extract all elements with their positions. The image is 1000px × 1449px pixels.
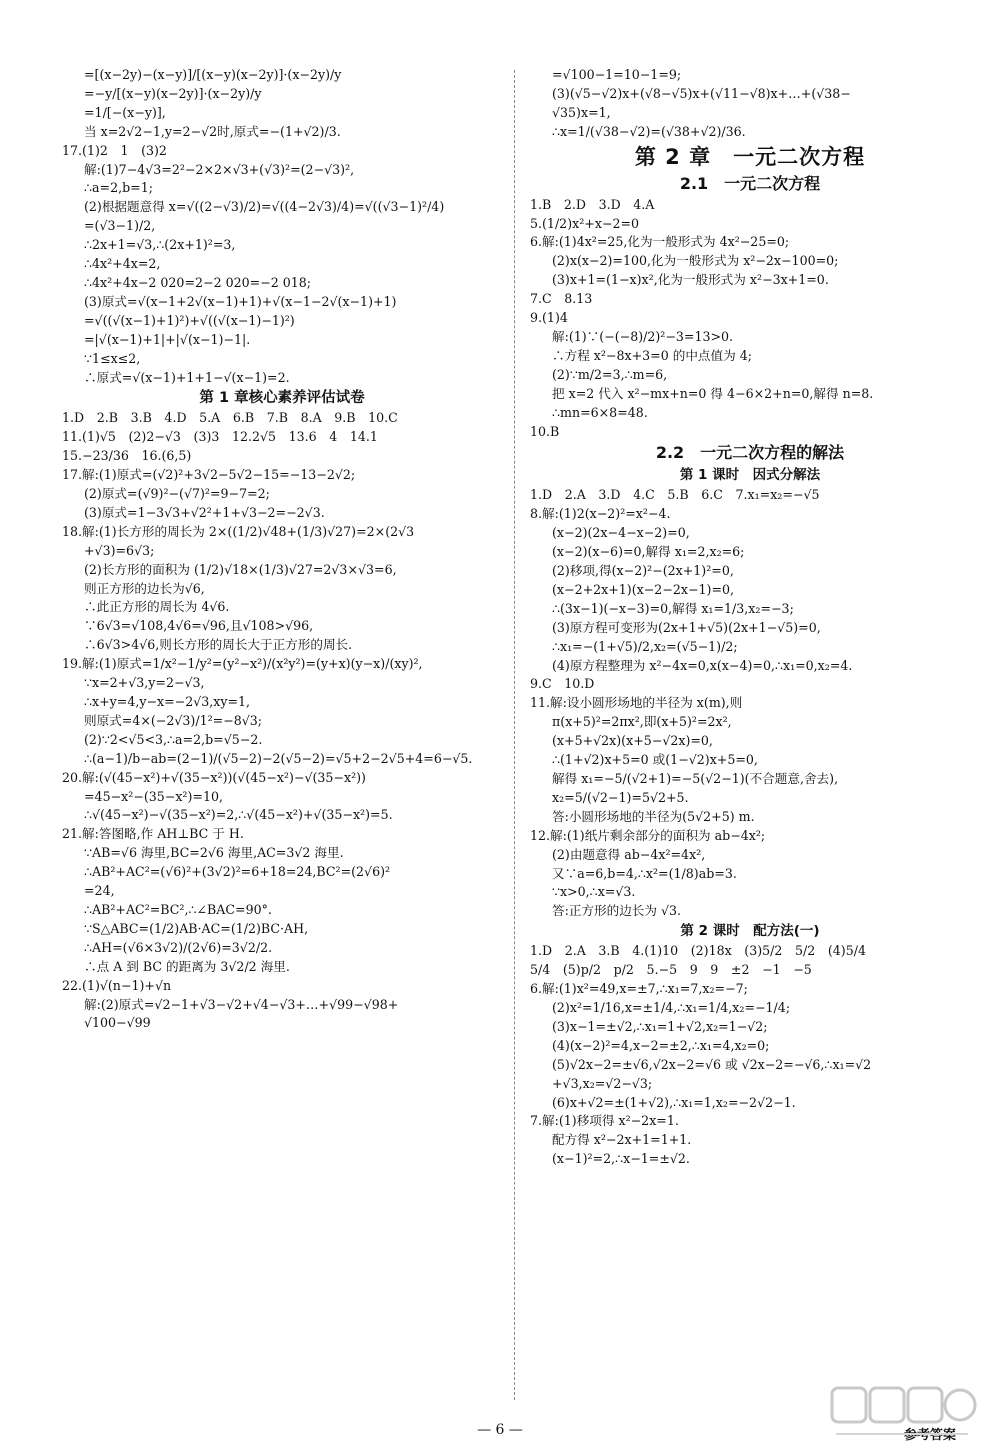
answer-line: ∴a=2,b=1; bbox=[84, 180, 153, 196]
answer-line: ∴(3x−1)(−x−3)=0,解得 x₁=1/3,x₂=−3; bbox=[552, 600, 794, 616]
answer-line: (3)原方程可变形为(2x+1+√5)(2x+1−√5)=0, bbox=[552, 619, 821, 635]
answer-line: 7.C 8.13 bbox=[530, 291, 593, 307]
section-heading: 第 1 章核心素养评估试卷 bbox=[199, 390, 365, 407]
answer-line: ∴原式=√(x−1)+1+1−√(x−1)=2. bbox=[84, 369, 290, 385]
answer-line: (2)∵m/2=3,∴m=6, bbox=[552, 366, 668, 382]
answer-line: π(x+5)²=2πx²,即(x+5)²=2x², bbox=[552, 714, 732, 730]
answer-line: 21.解:答图略,作 AH⊥BC 于 H. bbox=[62, 826, 244, 842]
answer-line: (x+5+√2x)(x+5−√2x)=0, bbox=[552, 733, 713, 749]
answer-line: =1/[−(x−y)], bbox=[84, 104, 166, 120]
answer-line: (2)∵2<√5<3,∴a=2,b=√5−2. bbox=[84, 731, 263, 747]
answer-line: ∴x=1/(√38−√2)=(√38+√2)/36. bbox=[552, 123, 746, 139]
answer-line: =(√3−1)/2, bbox=[84, 218, 156, 234]
answer-line: ∵1≤x≤2, bbox=[84, 350, 141, 366]
section-heading: 第 2 章 一元二次方程 bbox=[634, 144, 866, 169]
answer-line: =√100−1=10−1=9; bbox=[552, 67, 682, 82]
answer-line: 把 x=2 代入 x²−mx+n=0 得 4−6×2+n=0,解得 n=8. bbox=[552, 385, 874, 401]
right-column bbox=[530, 66, 970, 1169]
answer-line: 5/4 (5)p/2 p/2 5.−5 9 9 ±2 −1 −5 bbox=[530, 962, 812, 978]
answer-line: 则原式=4×(−2√3)/1²=−8√3; bbox=[84, 712, 263, 728]
watermark-logo-icon bbox=[828, 1382, 978, 1442]
answer-line: 1.D 2.B 3.B 4.D 5.A 6.B 7.B 8.A 9.B 10.C bbox=[62, 410, 398, 426]
answer-line: (2)由题意得 ab−4x²=4x², bbox=[552, 846, 706, 862]
answer-line: 19.解:(1)原式=1/x²−1/y²=(y²−x²)/(x²y²)=(y+x)(y−x)/(xy)², bbox=[62, 656, 423, 672]
answer-line: 答:正方形的边长为 √3. bbox=[552, 903, 682, 919]
answer-line: 1.B 2.D 3.D 4.A bbox=[530, 196, 655, 212]
answer-line: √100−√99 bbox=[84, 1015, 151, 1031]
answer-line: 11.解:设小圆形场地的半径为 x(m),则 bbox=[530, 695, 743, 711]
answer-line: 解:(2)原式=√2−1+√3−√2+√4−√3+…+√99−√98+ bbox=[84, 996, 399, 1012]
answer-line: 7.解:(1)移项得 x²−2x=1. bbox=[530, 1113, 679, 1129]
answer-line: (2)原式=(√9)²−(√7)²=9−7=2; bbox=[84, 486, 270, 502]
answer-line: 9.C 10.D bbox=[530, 676, 595, 692]
answer-line: 1.D 2.A 3.B 4.(1)10 (2)18x (3)5/2 5/2 (4)5/4 bbox=[530, 943, 866, 959]
answer-line: +√3)=6√3; bbox=[84, 542, 155, 558]
answer-line: (6)x+√2=±(1+√2),∴x₁=1,x₂=−2√2−1. bbox=[552, 1094, 796, 1110]
answer-line: ∴(a−1)/b−ab=(2−1)/(√5−2)−2(√5−2)=√5+2−2√5+4=6−√5. bbox=[84, 750, 473, 766]
section-heading: 2.1 一元二次方程 bbox=[679, 173, 821, 193]
answer-line: =[(x−2y)−(x−y)]/[(x−y)(x−2y)]·(x−2y)/y bbox=[84, 67, 342, 82]
left-column bbox=[62, 66, 502, 1033]
answer-line: =24, bbox=[84, 883, 115, 899]
answer-line: 解得 x₁=−5/(√2+1)=−5(√2−1)(不合题意,舍去), bbox=[552, 771, 839, 786]
answer-line: (2)x(x−2)=100,化为一般形式为 x²−2x−100=0; bbox=[552, 253, 839, 269]
answer-line: (2)根据题意得 x=√((2−√3)/2)=√((4−2√3)/4)=√((√3−1)²/4) bbox=[84, 199, 445, 215]
answer-line: =√((√(x−1)+1)²)+√((√(x−1)−1)²) bbox=[84, 312, 295, 328]
section-heading: 2.2 一元二次方程的解法 bbox=[655, 443, 845, 463]
answer-line: 15.−23/36 16.(6,5) bbox=[62, 448, 192, 464]
answer-line: (x−2+2x+1)(x−2−2x−1)=0, bbox=[552, 581, 735, 597]
answer-line: 12.解:(1)纸片剩余部分的面积为 ab−4x²; bbox=[530, 827, 766, 843]
answer-line: =−y/[(x−y)(x−2y)]·(x−2y)/y bbox=[84, 85, 262, 101]
answer-line: 6.解:(1)4x²=25,化为一般形式为 4x²−25=0; bbox=[530, 234, 790, 250]
answer-line: ∴4x²+4x−2 020=2−2 020=−2 018; bbox=[84, 274, 312, 290]
answer-line: ∴√(45−x²)−√(35−x²)=2,∴√(45−x²)+√(35−x²)=5. bbox=[84, 807, 393, 823]
answer-line: ∴AB²+AC²=BC²,∴∠BAC=90°. bbox=[84, 901, 272, 917]
answer-line: ∴x₁=−(1+√5)/2,x₂=(√5−1)/2; bbox=[552, 638, 738, 654]
answer-line: (x−2)(x−6)=0,解得 x₁=2,x₂=6; bbox=[552, 544, 745, 560]
answer-line: (x−2)(2x−4−x−2)=0, bbox=[552, 525, 690, 541]
answer-line: (3)(√5−√2)x+(√8−√5)x+(√11−√8)x+…+(√38− bbox=[552, 85, 851, 101]
answer-line: 11.(1)√5 (2)2−√3 (3)3 12.2√5 13.6 4 14.1 bbox=[62, 429, 378, 445]
answer-line: ∴方程 x²−8x+3=0 的中点值为 4; bbox=[552, 347, 752, 363]
answer-line: 9.(1)4 bbox=[530, 310, 568, 326]
answer-line: √35)x=1, bbox=[552, 104, 611, 120]
answer-line: 又∵a=6,b=4,∴x²=(1/8)ab=3. bbox=[552, 865, 737, 881]
answer-line: ∴(1+√2)x+5=0 或(1−√2)x+5=0, bbox=[552, 752, 758, 768]
answer-line: ∴2x+1=√3,∴(2x+1)²=3, bbox=[84, 237, 236, 253]
answer-line: (3)原式=√(x−1+2√(x−1)+1)+√(x−1−2√(x−1)+1) bbox=[84, 293, 397, 309]
answer-line: (4)原方程整理为 x²−4x=0,x(x−4)=0,∴x₁=0,x₂=4. bbox=[552, 657, 853, 673]
answer-line: 1.D 2.A 3.D 4.C 5.B 6.C 7.x₁=x₂=−√5 bbox=[530, 487, 820, 503]
answer-line: 18.解:(1)长方形的周长为 2×((1/2)√48+(1/3)√27)=2×(2√3 bbox=[62, 523, 415, 539]
answer-line: 当 x=2√2−1,y=2−√2时,原式=−(1+√2)/3. bbox=[84, 123, 341, 139]
answer-line: (2)移项,得(x−2)²−(2x+1)²=0, bbox=[552, 563, 734, 579]
answer-line: 答:小圆形场地的半径为(5√2+5) m. bbox=[552, 808, 755, 824]
page-number: — 6 — bbox=[477, 1422, 523, 1438]
answer-line: 6.解:(1)x²=49,x=±7,∴x₁=7,x₂=−7; bbox=[530, 981, 748, 997]
answer-line: ∵6√3=√108,4√6=√96,且√108>√96, bbox=[84, 618, 314, 634]
answer-line: 20.解:(√(45−x²)+√(35−x²))(√(45−x²)−√(35−x²)) bbox=[62, 769, 366, 785]
answer-line: =|√(x−1)+1|+|√(x−1)−1|. bbox=[84, 331, 251, 347]
answer-line: 10.B bbox=[530, 423, 560, 439]
answer-line: 配方得 x²−2x+1=1+1. bbox=[552, 1132, 692, 1148]
answer-line: (2)x²=1/16,x=±1/4,∴x₁=1/4,x₂=−1/4; bbox=[552, 999, 791, 1015]
answer-line: 解:(1)7−4√3=2²−2×2×√3+(√3)²=(2−√3)², bbox=[84, 161, 355, 177]
answer-line: ∴AH=(√6×3√2)/(2√6)=3√2/2. bbox=[84, 939, 273, 955]
answer-line: ∵x>0,∴x=√3. bbox=[552, 884, 636, 900]
column-divider bbox=[514, 70, 515, 1400]
answer-line: 8.解:(1)2(x−2)²=x²−4. bbox=[530, 506, 671, 522]
answer-line: ∵S△ABC=(1/2)AB·AC=(1/2)BC·AH, bbox=[84, 920, 309, 936]
answer-line: ∵x=2+√3,y=2−√3, bbox=[84, 675, 205, 691]
answer-line: 则正方形的边长为√6, bbox=[84, 580, 205, 596]
section-heading: 第 1 课时 因式分解法 bbox=[679, 467, 821, 484]
answer-line: ∴x+y=4,y−x=−2√3,xy=1, bbox=[84, 694, 251, 709]
answer-line: 17.(1)2 1 (3)2 bbox=[62, 142, 167, 158]
answer-line: ∴AB²+AC²=(√6)²+(3√2)²=6+18=24,BC²=(2√6)² bbox=[84, 864, 391, 880]
section-label: 参考答案 bbox=[903, 1428, 956, 1443]
answer-line: ∴4x²+4x=2, bbox=[84, 256, 161, 272]
answer-line: (3)原式=1−3√3+√2²+1+√3−2=−2√3. bbox=[84, 504, 325, 520]
answer-line: (3)x−1=±√2,∴x₁=1+√2,x₂=1−√2; bbox=[552, 1018, 768, 1034]
answer-line: x₂=5/(√2−1)=5√2+5. bbox=[552, 789, 689, 805]
answer-line: (2)长方形的面积为 (1/2)√18×(1/3)√27=2√3×√3=6, bbox=[84, 561, 397, 577]
answer-line: 解:(1)∵(−(−8)/2)²−3=13>0. bbox=[552, 328, 734, 344]
section-heading: 第 2 课时 配方法(一) bbox=[680, 923, 820, 940]
answer-line: =45−x²−(35−x²)=10, bbox=[84, 788, 223, 804]
answer-line: +√3,x₂=√2−√3; bbox=[552, 1075, 653, 1091]
answer-line: (4)(x−2)²=4,x−2=±2,∴x₁=4,x₂=0; bbox=[552, 1037, 770, 1053]
answer-line: ∴此正方形的周长为 4√6. bbox=[84, 599, 230, 615]
answer-line: (x−1)²=2,∴x−1=±√2. bbox=[552, 1151, 690, 1167]
answer-line: (3)x+1=(1−x)x²,化为一般形式为 x²−3x+1=0. bbox=[552, 272, 829, 288]
answer-line: 17.解:(1)原式=(√2)²+3√2−5√2−15=−13−2√2; bbox=[62, 467, 356, 483]
answer-line: ∴点 A 到 BC 的距离为 3√2/2 海里. bbox=[84, 958, 290, 974]
answer-line: (5)√2x−2=±√6,√2x−2=√6 或 √2x−2=−√6,∴x₁=√2 bbox=[552, 1056, 872, 1072]
answer-line: ∴6√3>4√6,则长方形的周长大于正方形的周长. bbox=[84, 637, 353, 653]
answer-line: ∴mn=6×8=48. bbox=[552, 404, 648, 420]
answer-line: ∵AB=√6 海里,BC=2√6 海里,AC=3√2 海里. bbox=[84, 845, 344, 861]
answer-line: 22.(1)√(n−1)+√n bbox=[62, 977, 172, 993]
answer-line: 5.(1/2)x²+x−2=0 bbox=[530, 215, 640, 231]
